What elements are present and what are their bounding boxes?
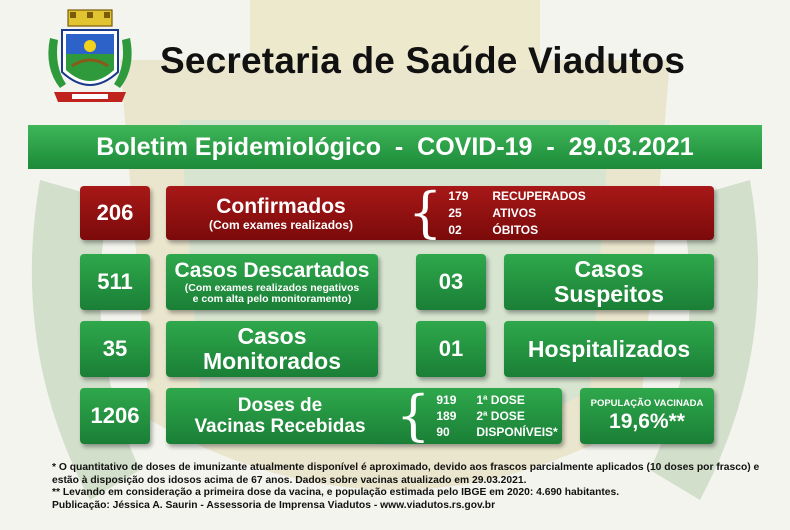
first-dose-value: 919 (436, 393, 457, 407)
monitored-count-box (80, 321, 150, 377)
deaths-value: 02 (448, 223, 462, 237)
footer-note-1: * O quantitativo de doses de imunizante atualmente disponível é aproximado, devido aos frascos parcialmente aplicados (10 doses por frasco) e estão à disposição dos idosos acima de 67 anos. Dados sobre vacinas atualizado em 29.03.2021. (52, 462, 760, 486)
vaccinated-population-value: 19,6%** (609, 409, 685, 433)
hospitalized-count-box (416, 321, 486, 377)
confirmed-subtitle: (Com exames realizados) (208, 217, 354, 232)
discarded-subtitle-2: e com alta pelo monitoramento) (192, 293, 352, 305)
available-label: DISPONÍVEIS* (476, 425, 558, 439)
first-dose-label: 1ª DOSE (476, 393, 525, 407)
brace-icon: { (408, 181, 443, 244)
active-label: ATIVOS (492, 206, 537, 220)
coat-of-arms-logo (44, 8, 136, 108)
recovered-label: RECUPERADOS (492, 189, 586, 203)
suspect-panel (504, 254, 714, 310)
monitored-title-1: Casos (237, 323, 307, 349)
available-value: 90 (436, 425, 450, 439)
suspect-count: 03 (438, 269, 464, 294)
vaccine-title-1: Doses de (237, 395, 323, 416)
discarded-subtitle-1: (Com exames realizados negativos (184, 282, 360, 294)
confirmed-count: 206 (96, 200, 134, 225)
recovered-value: 179 (448, 189, 469, 203)
hospitalized-panel (504, 321, 714, 377)
footer-notes (52, 462, 772, 512)
suspect-count-box (416, 254, 486, 310)
vaccine-count: 1206 (90, 403, 140, 428)
second-dose-label: 2ª DOSE (476, 409, 525, 423)
discarded-panel (166, 254, 378, 310)
active-value: 25 (448, 206, 462, 220)
vaccinated-population-label: POPULAÇÃO VACINADA (590, 397, 704, 409)
confirmed-title: Confirmados (216, 194, 346, 218)
vaccine-breakdown (396, 384, 558, 447)
vaccinated-population-panel (580, 388, 714, 444)
confirmed-count-box (80, 186, 150, 240)
bulletin-banner: Boletim Epidemiológico - COVID-19 - 29.03.2021 (28, 125, 762, 169)
suspect-title-1: Casos (574, 256, 644, 282)
confirmed-breakdown (408, 181, 586, 244)
monitored-title-2: Monitorados (203, 348, 341, 374)
vaccine-title-2: Vacinas Recebidas (194, 416, 366, 437)
discarded-count-box (80, 254, 150, 310)
monitored-panel (166, 321, 378, 377)
deaths-label: ÓBITOS (492, 223, 539, 237)
footer-note-2: ** Levando em consideração a primeira dose da vacina, e população estimada pelo IBGE em 2020: 4.690 habitantes. (52, 487, 620, 498)
monitored-count: 35 (102, 336, 128, 361)
vaccine-count-box (80, 388, 150, 444)
second-dose-value: 189 (436, 409, 457, 423)
discarded-count: 511 (97, 269, 133, 294)
page-title: Secretaria de Saúde Viadutos (160, 40, 686, 81)
brace-icon: { (396, 384, 431, 447)
discarded-title: Casos Descartados (174, 259, 370, 282)
hospitalized-title: Hospitalizados (527, 335, 691, 362)
hospitalized-count: 01 (438, 336, 464, 361)
suspect-title-2: Suspeitos (554, 281, 664, 307)
footer-publication: Publicação: Jéssica A. Saurin - Assessoria de Imprensa Viadutos - www.viadutos.rs.gov.br (52, 499, 496, 511)
